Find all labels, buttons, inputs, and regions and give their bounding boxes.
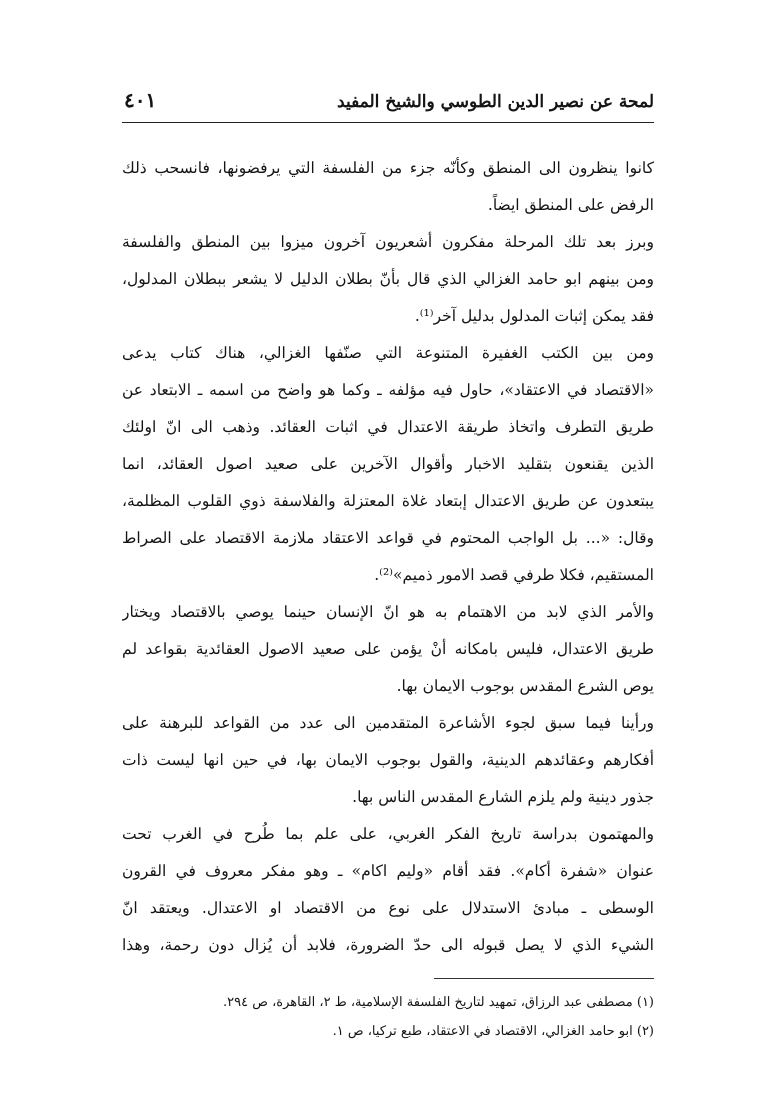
text-line: وبرز بعد تلك المرحلة مفكرون أشعريون آخرون ميزوا بين المنطق والفلسفة: [122, 233, 654, 251]
text-line: ومن بينهم ابو حامد الغزالي الذي قال بأنّ بطلان الدليل لا يشعر ببطلان المدلول،: [122, 270, 654, 288]
text-line: الشيء الذي لا يصل قبوله الى حدّ الضرورة، فلابد أن يُزال دون رحمة، وهذا: [122, 936, 654, 954]
text-line: يوص الشرع المقدس بوجوب الايمان بها.: [396, 677, 654, 695]
text-line: ورأينا فيما سبق لجوء الأشاعرة المتقدمين الى عدد من القواعد للبرهنة على: [122, 714, 654, 732]
text-line: عنوان «شفرة أكام». فقد أقام «وليم اكام» ـ وهو مفكر معروف في القرون: [122, 862, 654, 880]
text-line: وقال: «... بل الواجب المحتوم في قواعد الاعتقاد ملازمة الاقتصاد على الصراط: [122, 529, 654, 547]
text-line: طريق الاعتدال، فليس بامكانه أنْ يؤمن على صعيد الاصول العقائدية بقواعد لم: [122, 640, 654, 658]
text-line: المستقيم، فكلا طرفي قصد الامور ذميم»⁽²⁾.: [374, 566, 654, 584]
text-line: طريق التطرف واتخاذ طريقة الاعتدال في اثبات العقائد. وذهب الى انّ اولئك: [122, 418, 654, 436]
text-line: كانوا ينظرون الى المنطق وكأنّه جزء من الفلسفة التي يرفضونها، فانسحب ذلك: [122, 159, 654, 177]
text-line: ومن بين الكتب الغفيرة المتنوعة التي صنّفها الغزالي، هناك كتاب يدعى: [122, 344, 654, 362]
footnote: (٢) ابو حامد الغزالي، الاقتصاد في الاعتقاد، طبع تركيا، ص ١.: [332, 1024, 654, 1039]
footnotes: [122, 988, 654, 1046]
text-line: والمهتمون بدراسة تاريخ الفكر الغربي، على علم بما طُرح في الغرب تحت: [122, 825, 654, 843]
text-line: الرفض على المنطق ايضاً.: [487, 196, 654, 214]
page-header: [122, 88, 654, 123]
text-line: الذين يقنعون بتقليد الاخبار وأقوال الآخرين على صعيد اصول العقائد، انما: [122, 455, 654, 473]
footnote: (١) مصطفى عبد الرزاق، تمهيد لتاريخ الفلسفة الإسلامية، ط ٢، القاهرة، ص ٢٩٤.: [223, 995, 654, 1010]
text-line: جذور دينية ولم يلزم الشارع المقدس الناس بها.: [352, 788, 654, 806]
text-line: يبتعدون عن طريق الاعتدال إبتعاد غلاة المعتزلة والفلاسفة ذوي القلوب المظلمة،: [122, 492, 654, 510]
text-line: فقد يمكن إثبات المدلول بدليل آخر⁽¹⁾.: [414, 307, 654, 325]
footnote-divider: [434, 978, 654, 979]
body-text: [122, 150, 654, 964]
text-line: الوسطى ـ مبادئ الاستدلال على نوع من الاقتصاد او الاعتدال. ويعتقد انّ: [122, 899, 654, 917]
text-line: والأمر الذي لابد من الاهتمام به هو انّ الإنسان حينما يوصي بالاقتصاد ويختار: [122, 603, 654, 621]
page-number: ٤٠١: [124, 88, 157, 112]
running-title: لمحة عن نصير الدين الطوسي والشيخ المفيد: [337, 92, 654, 112]
text-line: «الاقتصاد في الاعتقاد»، حاول فيه مؤلفه ـ وكما هو واضح من اسمه ـ الابتعاد عن: [122, 381, 654, 399]
text-line: أفكارهم وعقائدهم الدينية، والقول بوجوب الايمان بها، في حين انها ليست ذات: [122, 751, 654, 769]
